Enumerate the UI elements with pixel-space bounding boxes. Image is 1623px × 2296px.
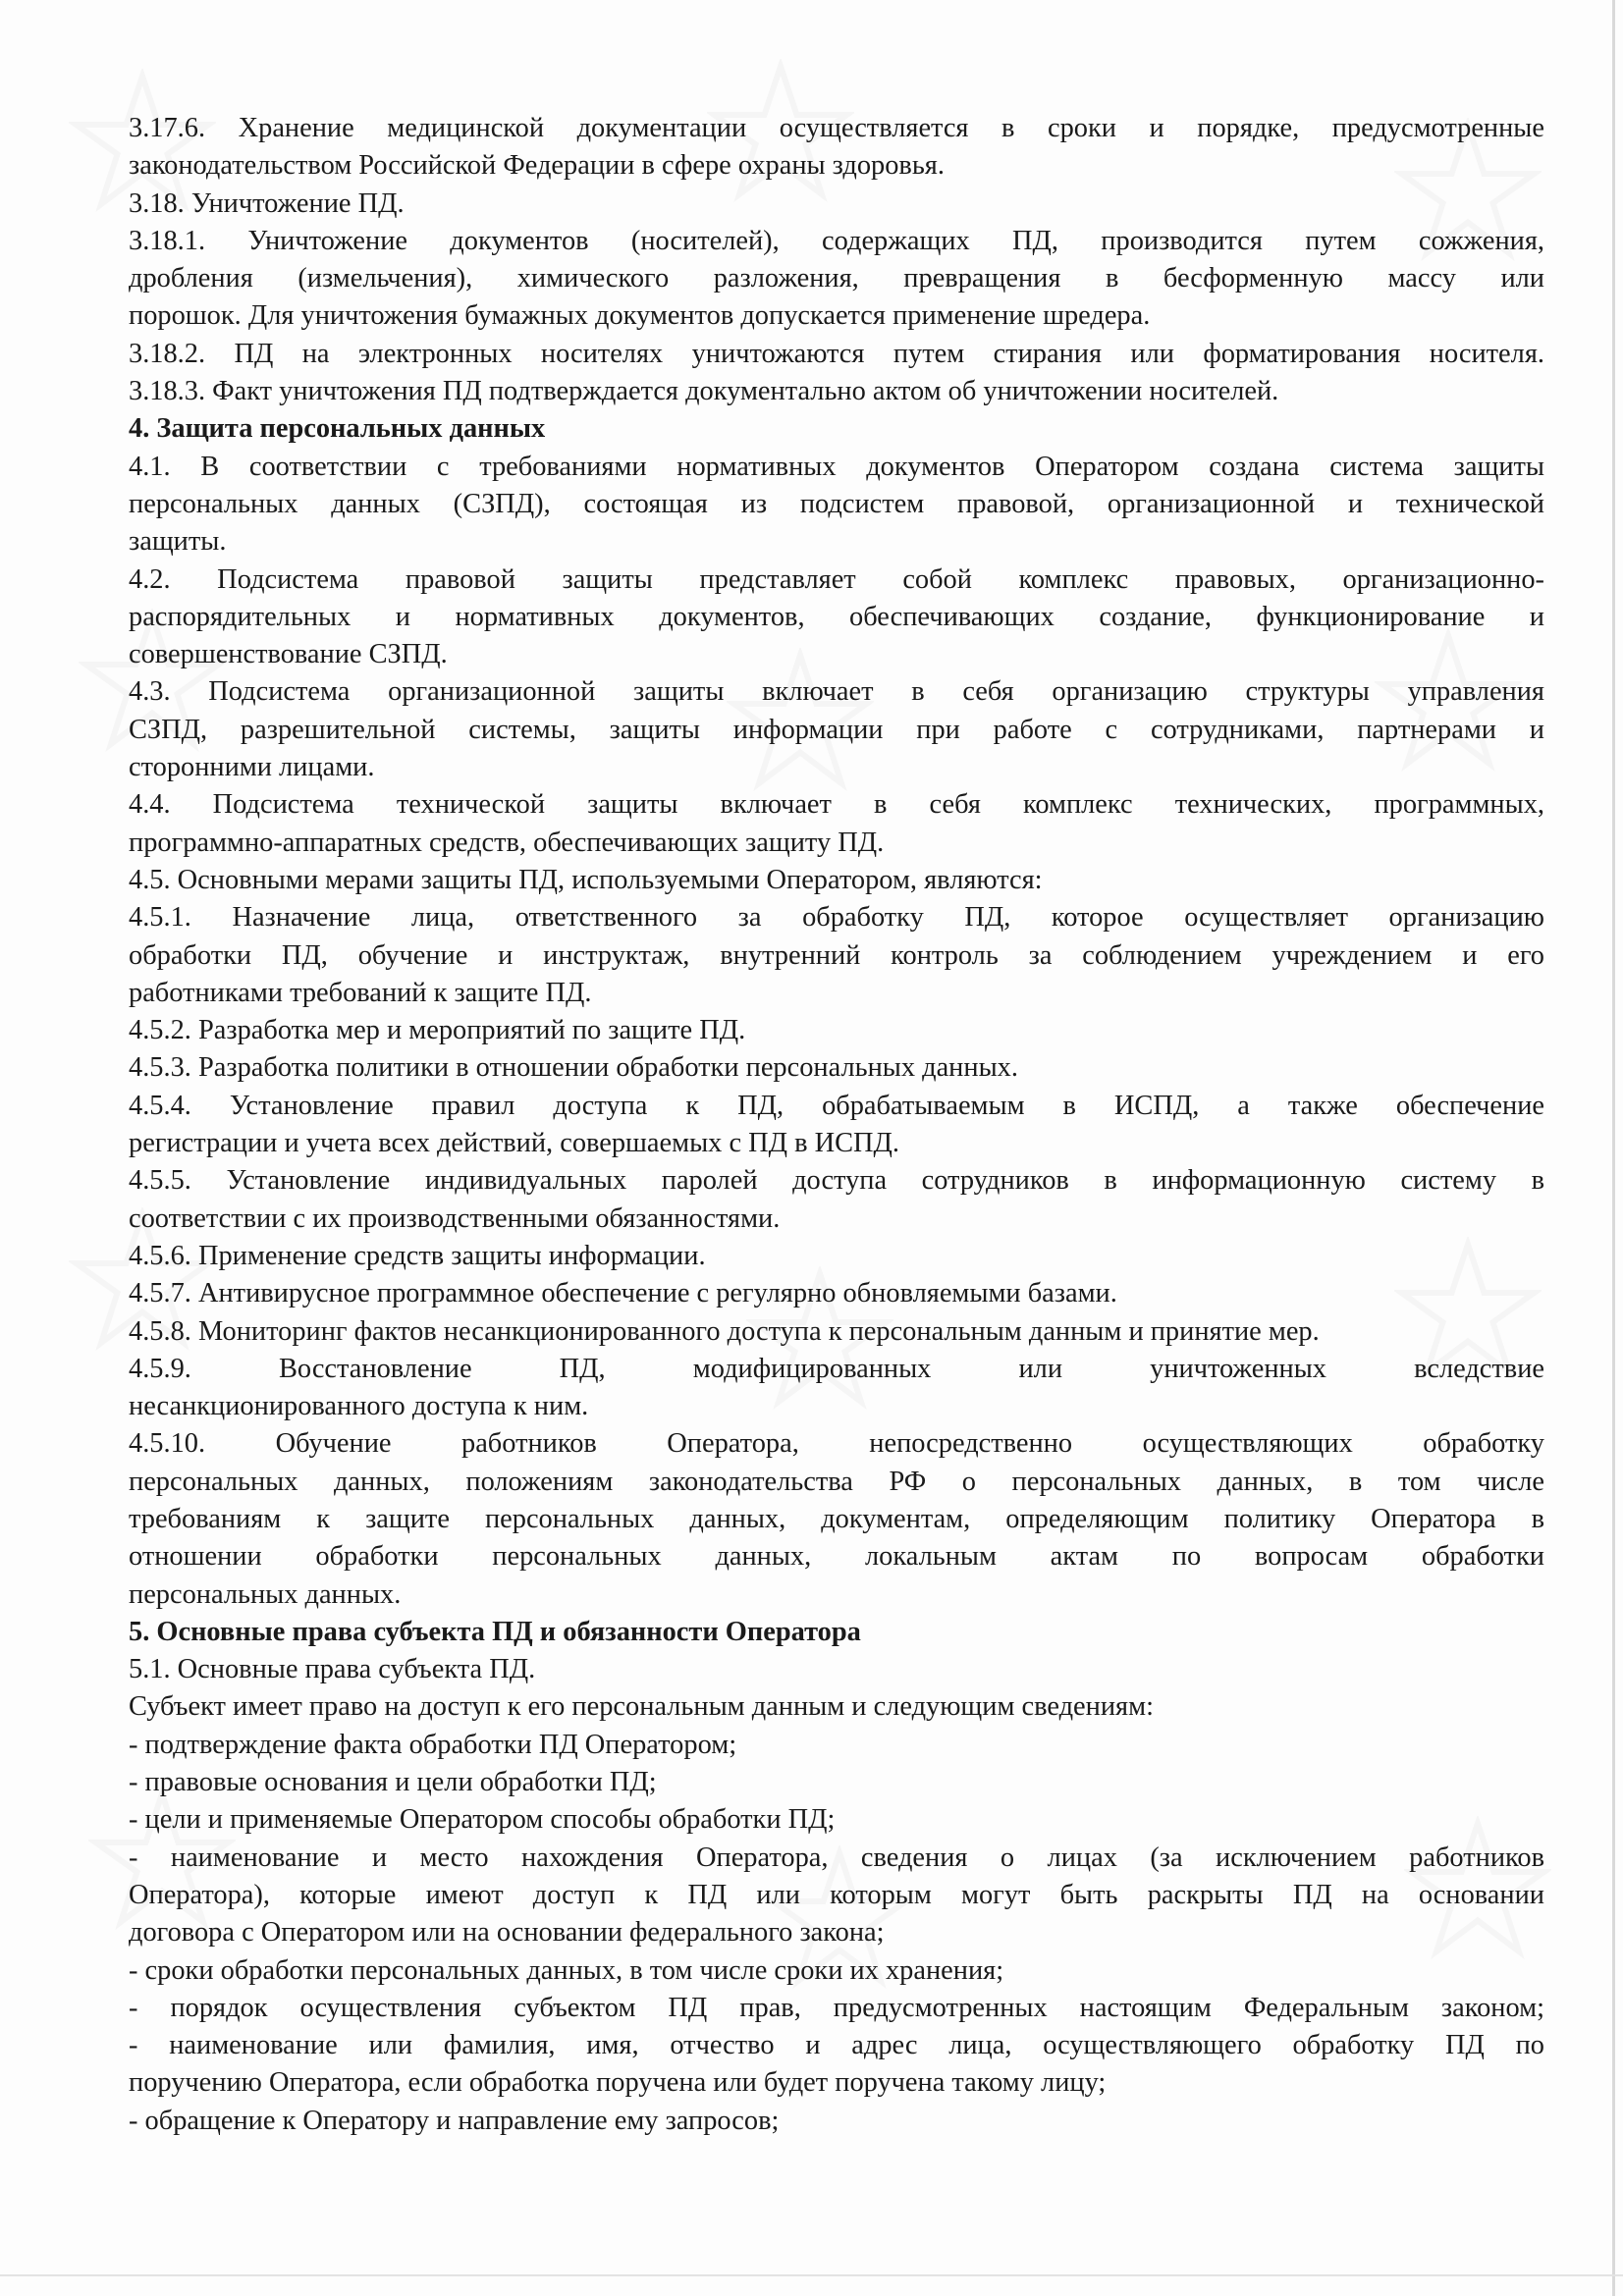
text-line: несанкционированного доступа к ним.: [129, 1391, 589, 1422]
text-line: 4.5.8. Мониторинг фактов несанкционированного доступа к персональным данным и принятие мер.: [129, 1315, 1320, 1347]
text-line: - цели и применяемые Оператором способы обработки ПД;: [129, 1804, 836, 1836]
text-line: персональных данных (СЗПД), состоящая из подсистем правовой, организационной и технической: [129, 488, 1544, 519]
text-line: совершенствование СЗПД.: [129, 639, 448, 670]
text-line: 4.5.10. Обучение работников Оператора, непосредственно осуществляющих обработку: [129, 1428, 1544, 1460]
section-heading: 5. Основные права субъекта ПД и обязанности Оператора: [129, 1616, 861, 1647]
text-line: порошок. Для уничтожения бумажных документов допускается применение шредера.: [129, 300, 1151, 332]
text-line: 4.5.9. Восстановление ПД, модифицированных или уничтоженных вследствие: [129, 1353, 1544, 1384]
text-line: 4.5.5. Установление индивидуальных паролей доступа сотрудников в информационную систему в: [129, 1165, 1544, 1197]
text-line: требованиям к защите персональных данных, документам, определяющим политику Оператора в: [129, 1503, 1544, 1534]
text-line: 4.5.2. Разработка мер и мероприятий по защите ПД.: [129, 1015, 746, 1046]
text-line: договора с Оператором или на основании федерального закона;: [129, 1917, 885, 1949]
text-line: 3.18. Уничтожение ПД.: [129, 187, 405, 219]
text-line: - порядок осуществления субъектом ПД прав, предусмотренных настоящим Федеральным законом;: [129, 1992, 1544, 2023]
scan-edge-bottom: [0, 2274, 1623, 2276]
text-line: СЗПД, разрешительной системы, защиты информации при работе с сотрудниками, партнерами и: [129, 714, 1544, 745]
text-line: работниками требований к защите ПД.: [129, 977, 592, 1008]
text-line: защиты.: [129, 526, 227, 558]
text-line: - правовые основания и цели обработки ПД;: [129, 1767, 657, 1798]
text-line: 3.18.1. Уничтожение документов (носителей), содержащих ПД, производится путем сожжения,: [129, 225, 1544, 256]
text-line: Субъект имеет право на доступ к его персональным данным и следующим сведениям:: [129, 1691, 1154, 1723]
text-line: распорядительных и нормативных документов, обеспечивающих создание, функционирование и: [129, 601, 1544, 632]
text-line: - сроки обработки персональных данных, в том числе сроки их хранения;: [129, 1954, 1004, 1986]
text-line: персональных данных, положениям законодательства РФ о персональных данных, в том числе: [129, 1466, 1544, 1497]
text-line: обработки ПД, обучение и инструктаж, внутренний контроль за соблюдением учреждением и его: [129, 939, 1544, 971]
scan-edge-right: [1612, 0, 1615, 2296]
text-line: регистрации и учета всех действий, совершаемых с ПД в ИСПД.: [129, 1128, 900, 1159]
text-line: 4.5.4. Установление правил доступа к ПД, обрабатываемым в ИСПД, а также обеспечение: [129, 1090, 1544, 1121]
text-line: персональных данных.: [129, 1578, 402, 1610]
text-line: - подтверждение факта обработки ПД Оператором;: [129, 1729, 737, 1760]
text-line: 4.5. Основными мерами защиты ПД, используемыми Оператором, являются:: [129, 864, 1043, 895]
text-line: 4.5.7. Антивирусное программное обеспечение с регулярно обновляемыми базами.: [129, 1278, 1117, 1309]
text-line: 4.5.3. Разработка политики в отношении обработки персональных данных.: [129, 1052, 1018, 1084]
text-line: соответствии с их производственными обязанностями.: [129, 1202, 781, 1234]
text-line: 4.4. Подсистема технической защиты включает в себя комплекс технических, программных,: [129, 789, 1544, 821]
text-line: Оператора), которые имеют доступ к ПД или которым могут быть раскрыты ПД на основании: [129, 1879, 1544, 1910]
text-line: отношении обработки персональных данных, локальным актам по вопросам обработки: [129, 1541, 1544, 1573]
text-line: 4.3. Подсистема организационной защиты включает в себя организацию структуры управления: [129, 676, 1544, 708]
text-line: 3.18.3. Факт уничтожения ПД подтверждается документально актом об уничтожении носителей.: [129, 376, 1279, 407]
text-line: - наименование или фамилия, имя, отчество и адрес лица, осуществляющего обработку ПД по: [129, 2030, 1544, 2061]
text-line: поручению Оператора, если обработка поручена или будет поручена такому лицу;: [129, 2067, 1107, 2099]
text-line: - наименование и место нахождения Оператора, сведения о лицах (за исключением работников: [129, 1842, 1544, 1873]
text-line: 3.18.2. ПД на электронных носителях уничтожаются путем стирания или форматирования носителя.: [129, 338, 1544, 369]
text-line: 5.1. Основные права субъекта ПД.: [129, 1654, 536, 1685]
text-line: сторонними лицами.: [129, 752, 375, 783]
section-heading: 4. Защита персональных данных: [129, 413, 546, 445]
document-body: [129, 110, 1544, 2140]
text-line: 4.5.1. Назначение лица, ответственного за обработку ПД, которое осуществляет организацию: [129, 902, 1544, 934]
text-line: 4.5.6. Применение средств защиты информации.: [129, 1240, 706, 1271]
text-line: 4.1. В соответствии с требованиями нормативных документов Оператором создана система защиты: [129, 451, 1544, 482]
text-line: - обращение к Оператору и направление ему запросов;: [129, 2105, 780, 2136]
text-line: программно-аппаратных средств, обеспечивающих защиту ПД.: [129, 827, 885, 858]
text-line: 3.17.6. Хранение медицинской документации осуществляется в сроки и порядке, предусмотренные: [129, 113, 1544, 143]
text-line: 4.2. Подсистема правовой защиты представляет собой комплекс правовых, организационно-: [129, 563, 1544, 595]
text-line: дробления (измельчения), химического разложения, превращения в бесформенную массу или: [129, 263, 1544, 294]
text-line: законодательством Российской Федерации в сфере охраны здоровья.: [129, 150, 945, 182]
